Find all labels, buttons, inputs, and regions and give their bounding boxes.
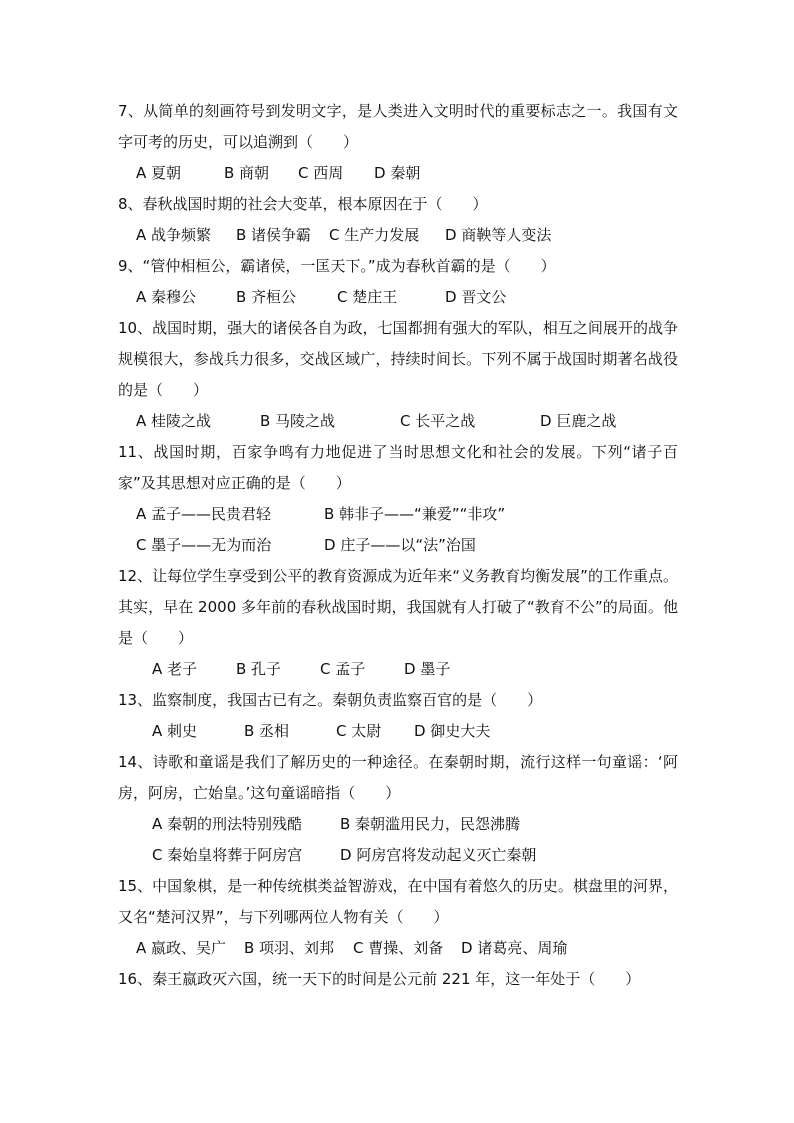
option-c: C 长平之战 <box>400 412 476 430</box>
option-b: B 秦朝滥用民力，民怨沸腾 <box>340 815 521 833</box>
options-row <box>118 158 678 189</box>
option-b: B 商朝 <box>224 164 270 182</box>
option-b: B 项羽、刘邦 <box>244 939 335 957</box>
option-c: C 曹操、刘备 <box>353 939 444 957</box>
option-c: C 西周 <box>298 164 344 182</box>
option-b: B 诸侯争霸 <box>236 226 312 244</box>
option-a: A 老子 <box>152 660 198 678</box>
option-a: A 夏朝 <box>136 164 182 182</box>
option-b: B 韩非子——“兼爱”“非攻” <box>324 505 506 523</box>
option-a: A 刺史 <box>152 722 198 740</box>
question-stem: 14、诗歌和童谣是我们了解历史的一种途径。在秦朝时期，流行这样一句童谣：‘阿房，阿房，亡始皇。’这句童谣暗指（ ） <box>118 753 678 802</box>
question-9 <box>118 251 678 313</box>
options-row <box>118 933 678 964</box>
options-row <box>118 716 678 747</box>
option-d: D 商鞅等人变法 <box>445 226 552 244</box>
option-a: A 桂陵之战 <box>136 412 212 430</box>
question-11 <box>118 437 678 561</box>
option-b: B 齐桓公 <box>236 288 297 306</box>
question-16 <box>118 964 678 995</box>
option-d: D 御史大夫 <box>414 722 491 740</box>
option-d: D 诸葛亮、周瑜 <box>461 939 568 957</box>
question-12 <box>118 561 678 685</box>
options-row <box>118 499 678 530</box>
option-a: A 嬴政、吴广 <box>136 939 227 957</box>
option-a: A 秦穆公 <box>136 288 197 306</box>
question-stem: 7、从简单的刻画符号到发明文字，是人类进入文明时代的重要标志之一。我国有文字可考的历史，可以追溯到（ ） <box>118 102 678 151</box>
option-d: D 墨子 <box>404 660 451 678</box>
options-row <box>118 840 678 871</box>
option-c: C 太尉 <box>336 722 382 740</box>
options-row <box>118 406 678 437</box>
question-stem: 9、“管仲相桓公，霸诸侯，一匡天下。”成为春秋首霸的是（ ） <box>118 257 556 275</box>
question-stem: 8、春秋战国时期的社会大变革，根本原因在于（ ） <box>118 195 488 213</box>
options-row <box>118 809 678 840</box>
question-stem: 10、战国时期，强大的诸侯各自为政，七国都拥有强大的军队，相互之间展开的战争规模很大，参战兵力很多，交战区域广，持续时间长。下列不属于战国时期著名战役的是（ ） <box>118 319 678 399</box>
option-c: C 秦始皇将葬于阿房宫 <box>152 846 303 864</box>
option-b: B 丞相 <box>244 722 290 740</box>
option-d: D 阿房宫将发动起义灭亡秦朝 <box>340 846 537 864</box>
options-row <box>118 220 678 251</box>
option-d: D 巨鹿之战 <box>540 412 617 430</box>
question-15 <box>118 871 678 964</box>
options-row <box>118 530 678 561</box>
option-c: C 墨子——无为而治 <box>136 536 272 554</box>
option-c: C 楚庄王 <box>337 288 398 306</box>
option-d: D 秦朝 <box>374 164 421 182</box>
question-stem: 11、战国时期，百家争鸣有力地促进了当时思想文化和社会的发展。下列“诸子百家”及其思想对应正确的是（ ） <box>118 443 678 492</box>
question-8 <box>118 189 678 251</box>
question-stem: 13、监察制度，我国古已有之。秦朝负责监察百官的是（ ） <box>118 691 543 709</box>
option-b: B 孔子 <box>236 660 282 678</box>
question-7 <box>118 96 678 189</box>
question-stem: 15、中国象棋，是一种传统棋类益智游戏，在中国有着悠久的历史。棋盘里的河界，又名“楚河汉界”，与下列哪两位人物有关（ ） <box>118 877 678 926</box>
question-13 <box>118 685 678 747</box>
option-a: A 孟子——民贵君轻 <box>136 505 272 523</box>
question-10 <box>118 313 678 437</box>
option-d: D 庄子——以“法”治国 <box>324 536 476 554</box>
question-stem: 12、让每位学生享受到公平的教育资源成为近年来“义务教育均衡发展”的工作重点。其实，早在 2000 多年前的春秋战国时期，我国就有人打破了“教育不公”的局面。他是（ ） <box>118 567 678 647</box>
option-b: B 马陵之战 <box>260 412 336 430</box>
question-14 <box>118 747 678 871</box>
option-a: A 战争频繁 <box>136 226 212 244</box>
option-d: D 晋文公 <box>445 288 507 306</box>
options-row <box>118 654 678 685</box>
options-row <box>118 282 678 313</box>
option-c: C 孟子 <box>320 660 366 678</box>
question-stem: 16、秦王嬴政灭六国，统一天下的时间是公元前 221 年，这一年处于（ ） <box>118 970 641 988</box>
option-a: A 秦朝的刑法特别残酷 <box>152 815 303 833</box>
question-list <box>118 96 678 995</box>
option-c: C 生产力发展 <box>329 226 420 244</box>
